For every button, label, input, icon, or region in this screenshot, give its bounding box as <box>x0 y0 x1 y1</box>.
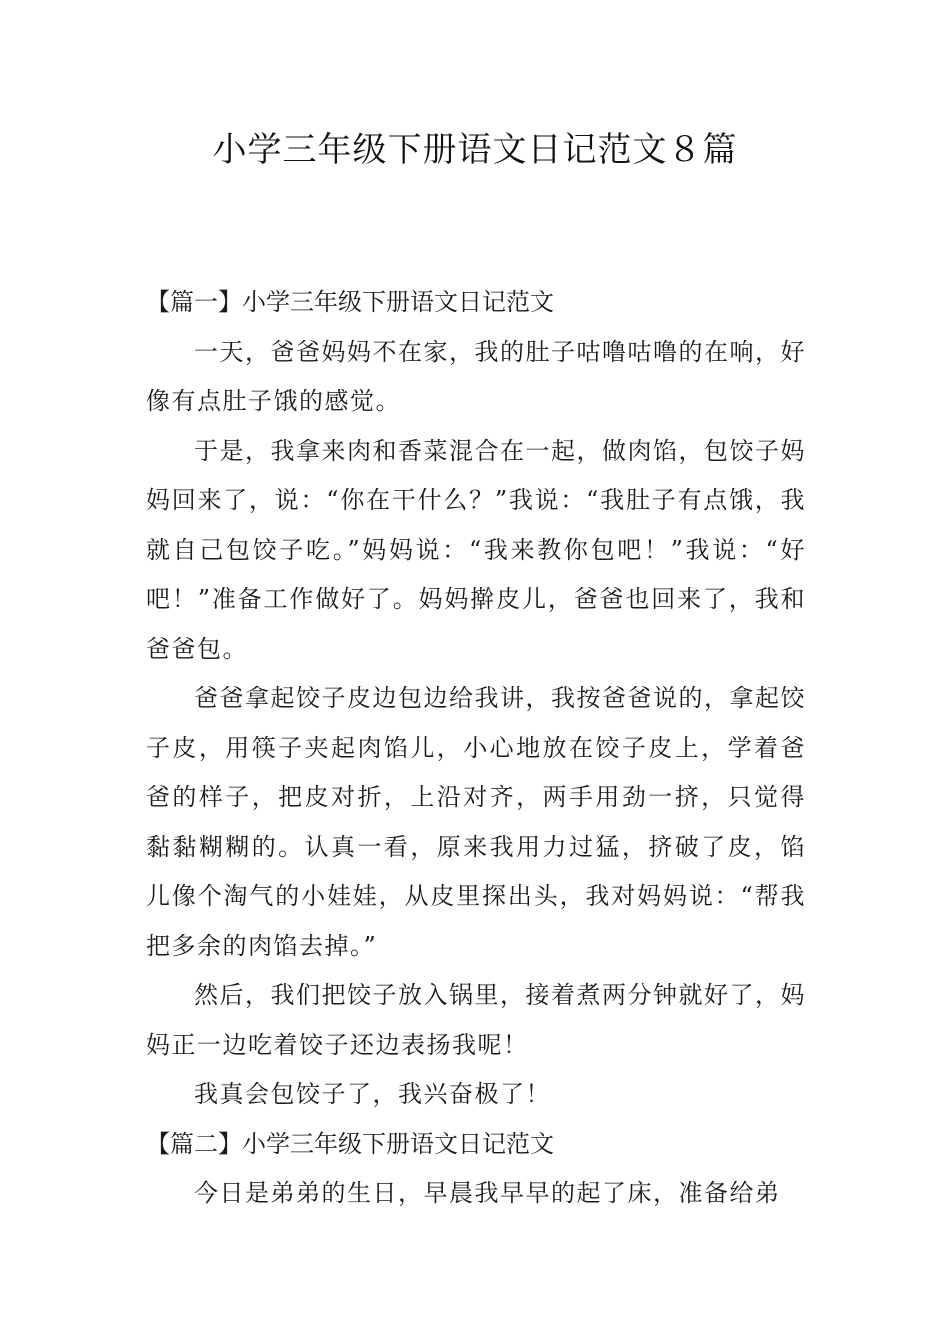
document-body <box>146 278 806 1219</box>
paragraph: 然后，我们把饺子放入锅里，接着煮两分钟就好了，妈妈正一边吃着饺子还边表扬我呢！ <box>146 981 806 1059</box>
document-title: 小学三年级下册语文日记范文８篇 <box>212 130 738 170</box>
section-heading: 【篇二】小学三年级下册语文日记范文 <box>146 1129 554 1158</box>
paragraph: 于是，我拿来肉和香菜混合在一起，做肉馅，包饺子妈妈回来了，说：“你在干什么？”我说：“我肚子有点饿，我就自己包饺子吃。”妈妈说：“我来教你包吧！”我说：“好吧！”准备工作做好了。妈妈擀皮儿，爸爸也回来了，我和爸爸包。 <box>146 436 806 663</box>
paragraph: 一天，爸爸妈妈不在家，我的肚子咕噜咕噜的在响，好像有点肚子饿的感觉。 <box>146 337 806 415</box>
paragraph: 今日是弟弟的生日，早晨我早早的起了床，准备给弟 <box>194 1179 781 1207</box>
paragraph: 爸爸拿起饺子皮边包边给我讲，我按爸爸说的，拿起饺子皮，用筷子夹起肉馅儿，小心地放在饺子皮上，学着爸爸的样子，把皮对折，上沿对齐，两手用劲一挤，只觉得黏黏糊糊的。认真一看，原来我用力过猛，挤破了皮，馅儿像个淘气的小娃娃，从皮里探出头，我对妈妈说：“帮我把多余的肉馅去掉。” <box>146 684 806 960</box>
paragraph: 我真会包饺子了，我兴奋极了！ <box>194 1080 551 1108</box>
section-heading: 【篇一】小学三年级下册语文日记范文 <box>146 288 554 316</box>
